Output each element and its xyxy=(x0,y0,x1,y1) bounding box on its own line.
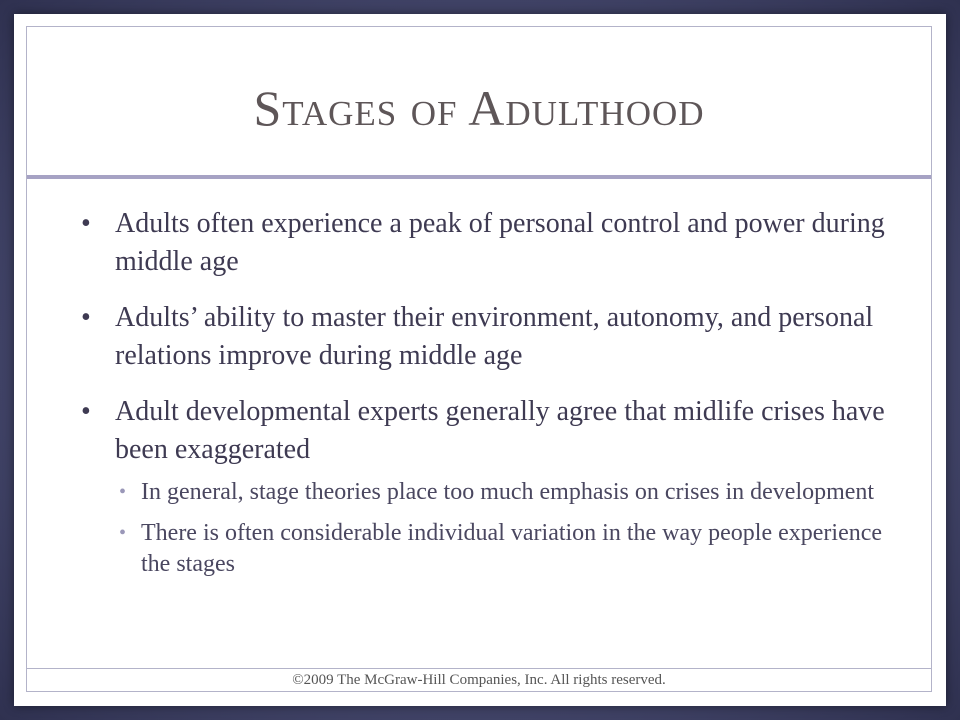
copyright-footer: ©2009 The McGraw-Hill Companies, Inc. All rights reserved. xyxy=(292,672,666,688)
bullet-icon: • xyxy=(81,396,91,427)
title-band xyxy=(27,27,931,179)
slide-content xyxy=(81,205,891,590)
sub-bullet-text: In general, stage theories place too much emphasis on crises in development xyxy=(141,479,875,505)
footer-band xyxy=(27,668,931,691)
bullet-text: Adult developmental experts generally agree that midlife crises have been exaggerated xyxy=(115,396,885,465)
slide xyxy=(14,14,946,706)
bullet-item xyxy=(81,393,891,469)
sub-bullet-icon: • xyxy=(119,522,127,544)
sub-bullet-item xyxy=(81,518,891,580)
bullet-item xyxy=(81,205,891,281)
slide-frame xyxy=(26,26,932,692)
slide-title: Stages of Adulthood xyxy=(253,80,705,136)
bullet-icon: • xyxy=(81,208,91,239)
sub-bullet-item xyxy=(81,477,891,508)
sub-bullet-text: There is often considerable individual variation in the way people experience the stages xyxy=(141,520,883,577)
sub-bullet-icon: • xyxy=(119,481,127,503)
bullet-text: Adults’ ability to master their environment, autonomy, and personal relations improve during middle age xyxy=(115,302,874,371)
bullet-item xyxy=(81,299,891,375)
bullet-text: Adults often experience a peak of personal control and power during middle age xyxy=(115,208,885,277)
bullet-icon: • xyxy=(81,302,91,333)
